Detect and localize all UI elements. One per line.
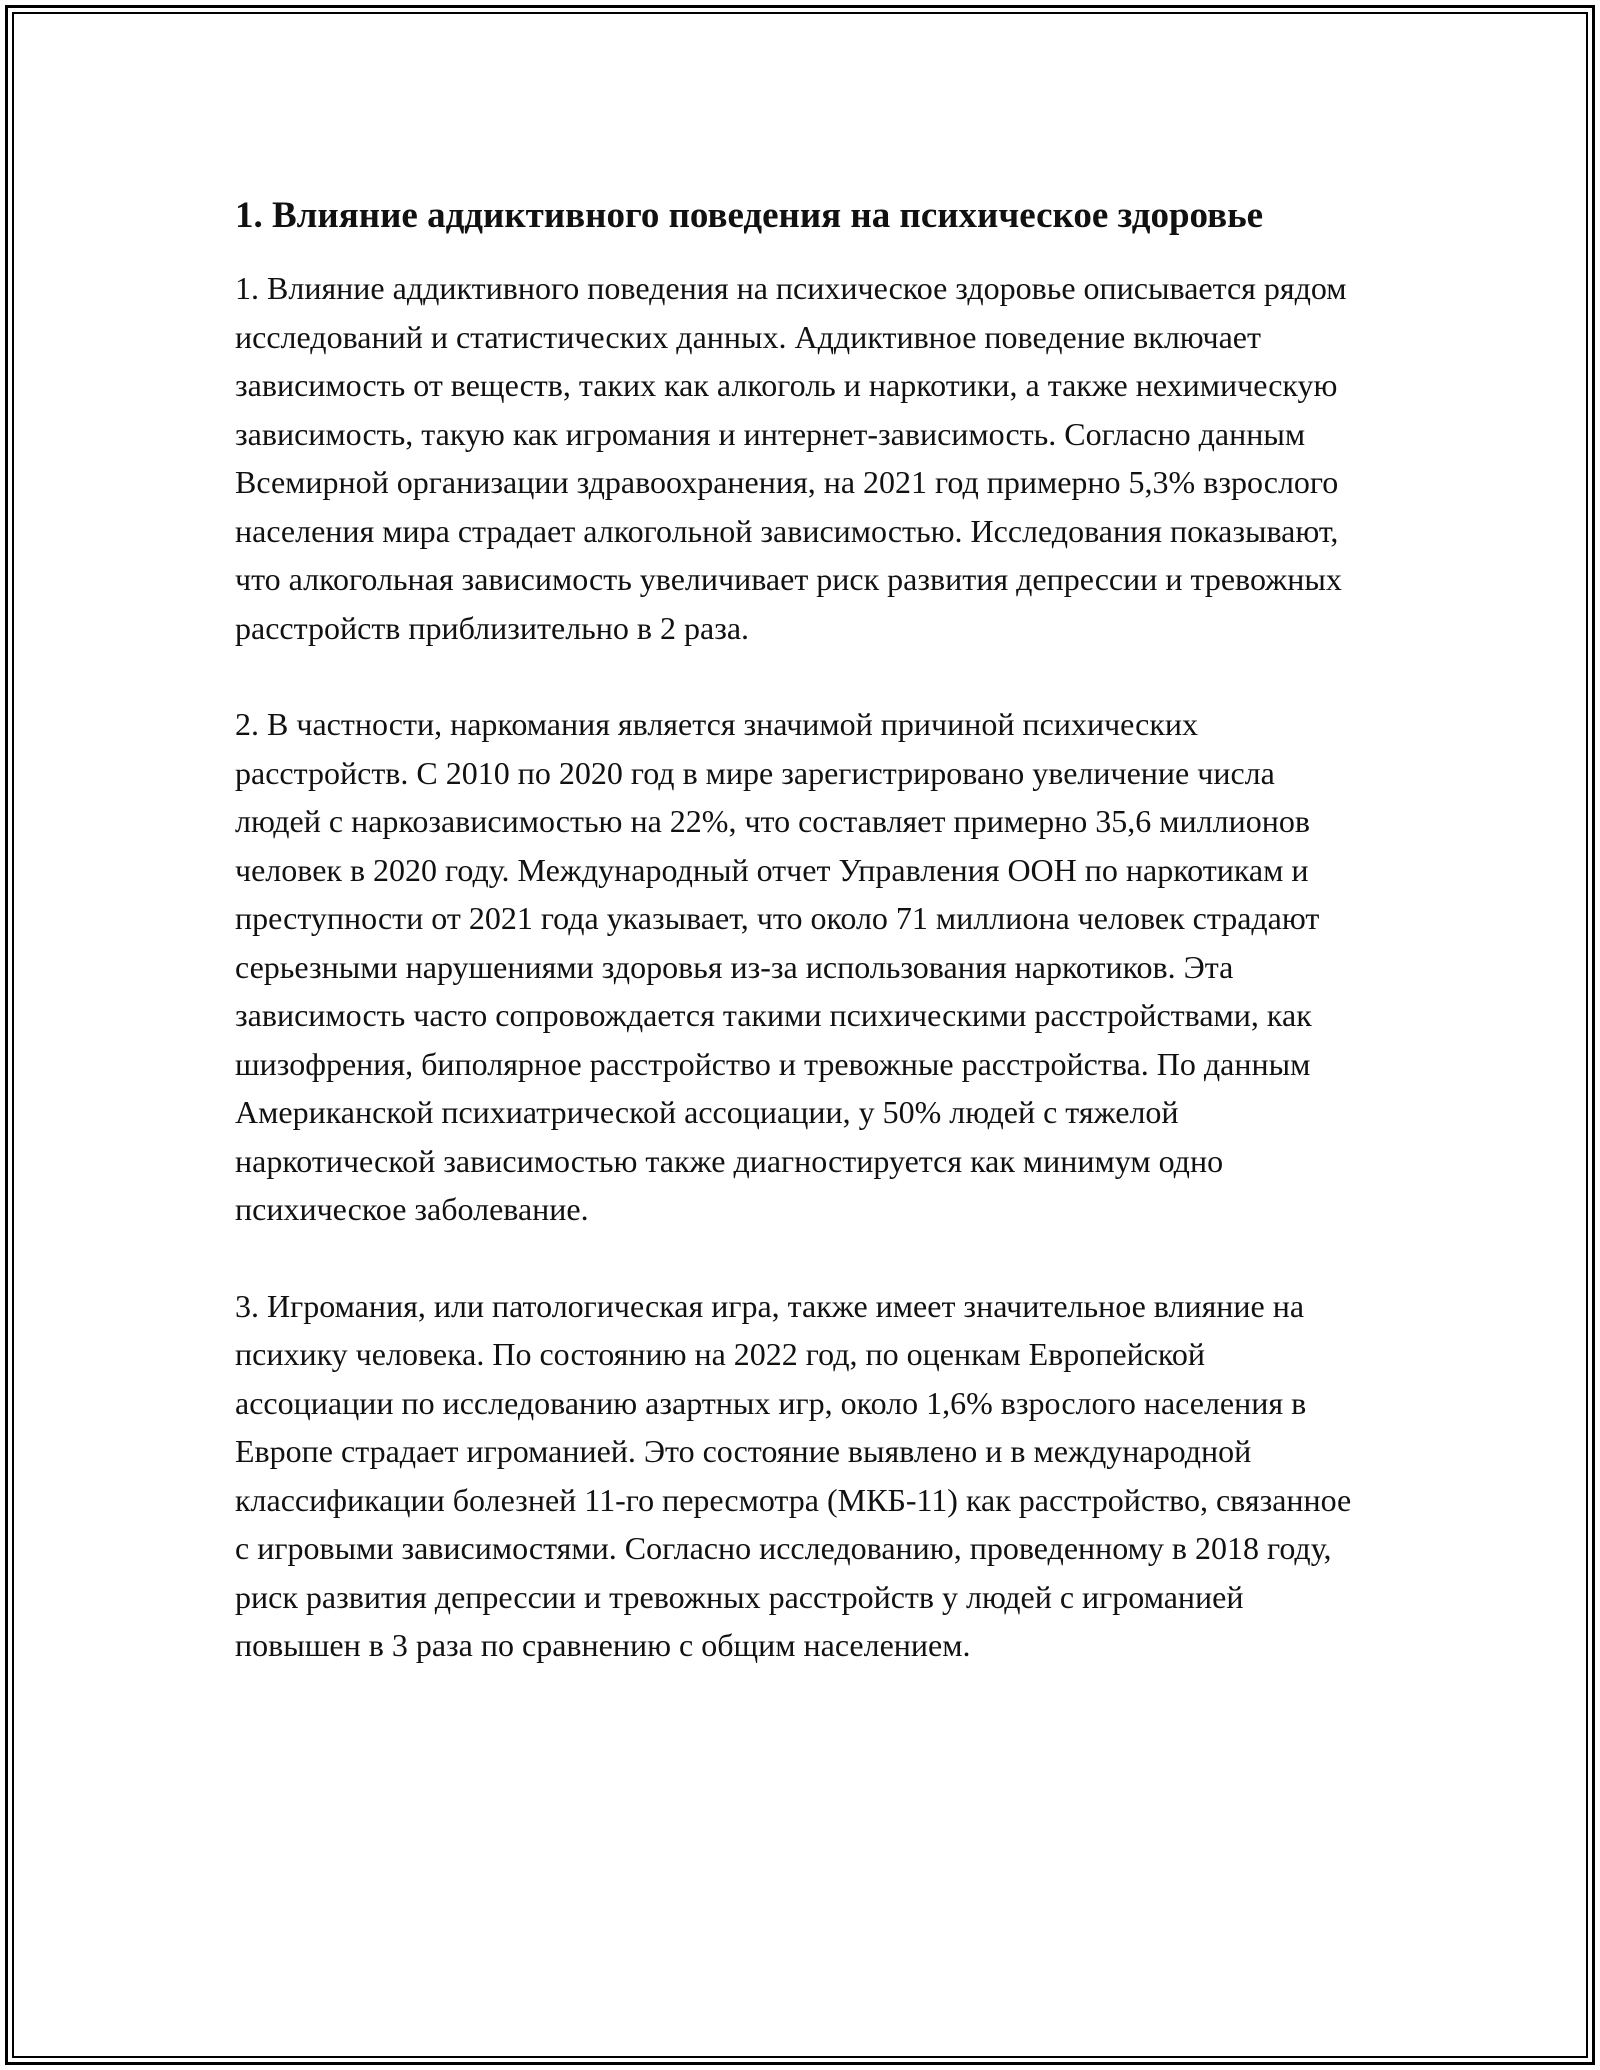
- paragraph-drugs: 2. В частности, наркомания является значимой причиной психических расстройств. С 2010 по 2020 год в мире зарегистрировано увеличение числа людей с наркозависимостью на 22%, что составляет примерно 35,6 миллионов человек в 2020 году. Международный отчет Управления ООН по наркотикам и преступности от 2021 года указывает, что около 71 миллиона человек страдают серьезными нарушениями здоровья из-за использования наркотиков. Эта зависимость часто сопровождается такими психическими расстройствами, как шизофрения, биполярное расстройство и тревожные расстройства. По данным Американской психиатрической ассоциации, у 50% людей с тяжелой наркотической зависимостью также диагностируется как минимум одно психическое заболевание.: [235, 706, 1320, 1227]
- document-title: 1. Влияние аддиктивного поведения на психическое здоровье: [235, 195, 1264, 236]
- paragraph-gambling: 3. Игромания, или патологическая игра, также имеет значительное влияние на психику человека. По состоянию на 2022 год, по оценкам Европейской ассоциации по исследованию азартных игр, около 1,6% взрослого населения в Европе страдает игроманией. Это состояние выявлено и в международной классификации болезней 11-го пересмотра (МКБ-11) как расстройство, связанное с игровыми зависимостями. Согласно исследованию, проведенному в 2018 году, риск развития депрессии и тревожных расстройств у людей с игроманией повышен в 3 раза по сравнению с общим населением.: [235, 1287, 1352, 1663]
- document-page: [235, 188, 1365, 1718]
- paragraph-alcohol: 1. Влияние аддиктивного поведения на психическое здоровье описывается рядом исследований и статистических данных. Аддиктивное поведение включает зависимость от веществ, таких как алкоголь и наркотики, а также нехимическую зависимость, такую как игромания и интернет-зависимость. Согласно данным Всемирной организации здравоохранения, на 2021 год примерно 5,3% взрослого населения мира страдает алкогольной зависимостью. Исследования показывают, что алкогольная зависимость увеличивает риск развития депрессии и тревожных расстройств приблизительно в 2 раза.: [235, 270, 1347, 646]
- document-body: [235, 264, 1365, 1670]
